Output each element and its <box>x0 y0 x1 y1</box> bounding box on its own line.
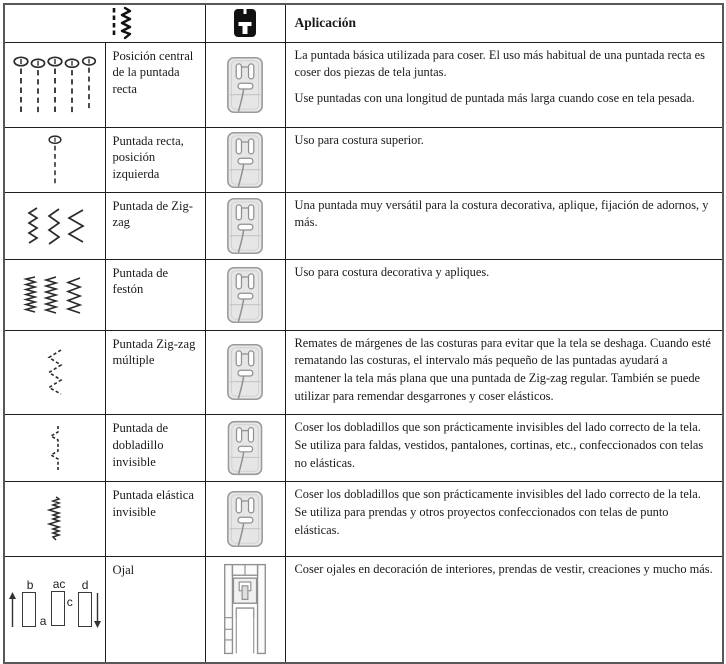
stitch-name: Puntada de festón <box>105 259 205 330</box>
stitch-pattern-cell <box>4 557 105 663</box>
table-row <box>4 192 723 259</box>
application-cell <box>285 557 723 663</box>
stitch-column-header <box>4 4 205 42</box>
stitch-name: Puntada elástica invisible <box>105 482 205 557</box>
presser-foot-cell <box>205 557 285 663</box>
presser-foot-cell <box>205 330 285 415</box>
zigzag-foot-icon <box>224 131 266 189</box>
presser-foot-cell <box>205 192 285 259</box>
zigzag-foot-icon <box>224 343 266 401</box>
presser-foot-cell <box>205 482 285 557</box>
application-text: La puntada básica utilizada para coser. El uso más habitual de una puntada recta es coser dos piezas de tela juntas. <box>294 47 705 80</box>
buttonhole-step-ac-label: ac <box>52 576 66 591</box>
zigzag-foot-icon <box>224 490 266 548</box>
table-row <box>4 557 723 663</box>
arrow-down-icon <box>93 592 102 628</box>
application-text: Remates de márgenes de las costuras para evitar que la tela se deshaga. Cuando esté rematando las costuras, el intervalo más pequeño de las puntadas ayudará a mantener la tela más plana que una puntada de Zig-zag regular. También se puede utilizar para remendar desgarrones y coser elásticos. <box>294 335 711 404</box>
stitch-pattern-cell <box>4 259 105 330</box>
application-text: Una puntada muy versátil para la costura decorativa, aplique, fijación de adornos, y más. <box>294 197 709 230</box>
table-row <box>4 127 723 192</box>
application-text: Coser los dobladillos que son prácticamente invisibles del lado correcto de la tela. Se utiliza para prendas y otros proyectos confeccionados con telas de punto elásticas. <box>294 487 701 538</box>
zigzag-foot-icon <box>224 266 266 324</box>
stitch-name: Puntada Zig-zag múltiple <box>105 330 205 415</box>
straight-stitch-left-icon <box>48 135 62 185</box>
application-text: Uso para costura decorativa y apliques. <box>294 264 490 279</box>
application-cell <box>285 42 723 127</box>
blind-hem-stitch-icon <box>48 425 62 471</box>
stitch-pattern-cell <box>4 330 105 415</box>
application-column-header: Aplicación <box>285 4 723 42</box>
buttonhole-step-b-label: b <box>26 577 34 592</box>
application-cell <box>285 415 723 482</box>
table-row <box>4 259 723 330</box>
zigzag-stitch-icon <box>23 206 87 246</box>
stitch-name: Posición central de la puntada recta <box>105 42 205 127</box>
buttonhole-step-d-label: d <box>81 577 89 592</box>
buttonhole-foot-icon <box>217 561 273 659</box>
presser-foot-cell <box>205 42 285 127</box>
table-row <box>4 415 723 482</box>
zigzag-foot-icon <box>224 56 266 114</box>
stitch-name: Ojal <box>105 557 205 663</box>
table-row <box>4 42 723 127</box>
buttonhole-sequence-icon <box>6 576 104 641</box>
application-cell <box>285 330 723 415</box>
application-cell <box>285 192 723 259</box>
presser-foot-cell <box>205 259 285 330</box>
buttonhole-box-1 <box>22 592 36 627</box>
buttonhole-step-a-label: a <box>39 613 47 628</box>
application-cell <box>285 259 723 330</box>
application-cell <box>285 127 723 192</box>
application-text: Coser ojales en decoración de interiores, prendas de vestir, creaciones y mucho más. <box>294 562 713 577</box>
stitch-application-table <box>3 3 724 664</box>
elastic-blind-hem-stitch-icon <box>47 496 63 542</box>
presser-foot-column-icon <box>233 9 257 37</box>
arrow-up-icon <box>8 592 17 628</box>
application-text: Use puntadas con una longitud de puntada más larga cuando cose en tela pesada. <box>294 91 695 106</box>
straight-stitch-center-icon <box>13 56 97 114</box>
stitch-name: Puntada de dobladillo invisible <box>105 415 205 482</box>
stitch-pattern-cell <box>4 127 105 192</box>
application-text: Uso para costura superior. <box>294 132 424 147</box>
stitch-pattern-cell <box>4 42 105 127</box>
stitch-pattern-cell <box>4 415 105 482</box>
presser-foot-column-header <box>205 4 285 42</box>
table-header-row <box>4 4 723 42</box>
buttonhole-box-3 <box>78 592 92 627</box>
multiple-zigzag-stitch-icon <box>46 348 64 396</box>
table-row <box>4 482 723 557</box>
manual-page <box>3 3 724 664</box>
zigzag-foot-icon <box>224 197 266 255</box>
application-text: Coser los dobladillos que son prácticamente invisibles del lado correcto de la tela. Se utiliza para faldas, vestidos, pantalones, cortinas, etc., confeccionados con telas no elásticas. <box>294 420 704 471</box>
table-row <box>4 330 723 415</box>
satin-stitch-icon <box>22 275 88 315</box>
buttonhole-step-c-label: c <box>66 594 73 609</box>
buttonhole-box-2 <box>51 591 65 626</box>
stitch-pattern-cell <box>4 192 105 259</box>
stitch-name: Puntada recta, posición izquierda <box>105 127 205 192</box>
stitch-pattern-column-icon <box>109 5 135 41</box>
zigzag-foot-icon <box>224 420 266 476</box>
stitch-pattern-cell <box>4 482 105 557</box>
stitch-name: Puntada de Zig-zag <box>105 192 205 259</box>
presser-foot-cell <box>205 415 285 482</box>
presser-foot-cell <box>205 127 285 192</box>
application-cell <box>285 482 723 557</box>
